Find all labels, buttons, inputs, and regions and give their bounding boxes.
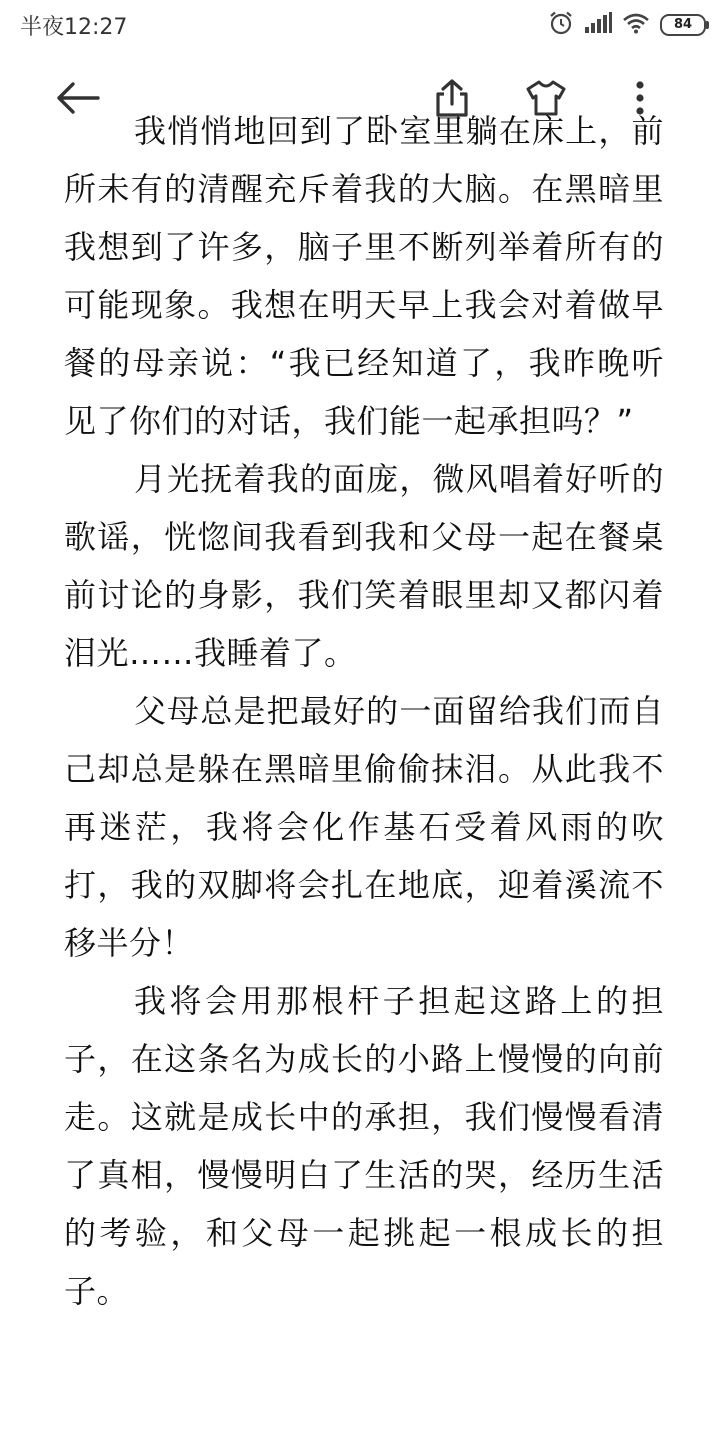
signal-icon: [584, 12, 612, 38]
status-time: 半夜12:27: [20, 15, 128, 40]
battery-icon: 84: [660, 14, 706, 36]
article-body: [64, 112, 664, 1320]
article-paragraph: 我将会用那根杆子担起这路上的担子，在这条名为成长的小路上慢慢的向前走。这就是成长中的承担，我们慢慢看清了真相，慢慢明白了生活的哭，经历生活的考验，和父母一起挑起一根成长的担子。: [64, 982, 664, 1310]
alarm-icon: [548, 10, 574, 40]
status-icons: [548, 10, 706, 40]
status-bar: [0, 0, 720, 50]
wifi-icon: [622, 12, 650, 38]
article-paragraph: 父母总是把最好的一面留给我们而自己却总是躲在黑暗里偷偷抹泪。从此我不再迷茫，我将会化作基石受着风雨的吹打，我的双脚将会扎在地底，迎着溪流不移半分！: [64, 692, 664, 962]
article-paragraph: 月光抚着我的面庞，微风唱着好听的歌谣，恍惚间我看到我和父母一起在餐桌前讨论的身影，我们笑着眼里却又都闪着泪光……我睡着了。: [64, 460, 664, 672]
article-paragraph: 我悄悄地回到了卧室里躺在床上，前所未有的清醒充斥着我的大脑。在黑暗里我想到了许多，脑子里不断列举着所有的可能现象。我想在明天早上我会对着做早餐的母亲说：“我已经知道了，我昨晚听见了你们的对话，我们能一起承担吗？”: [64, 112, 664, 440]
